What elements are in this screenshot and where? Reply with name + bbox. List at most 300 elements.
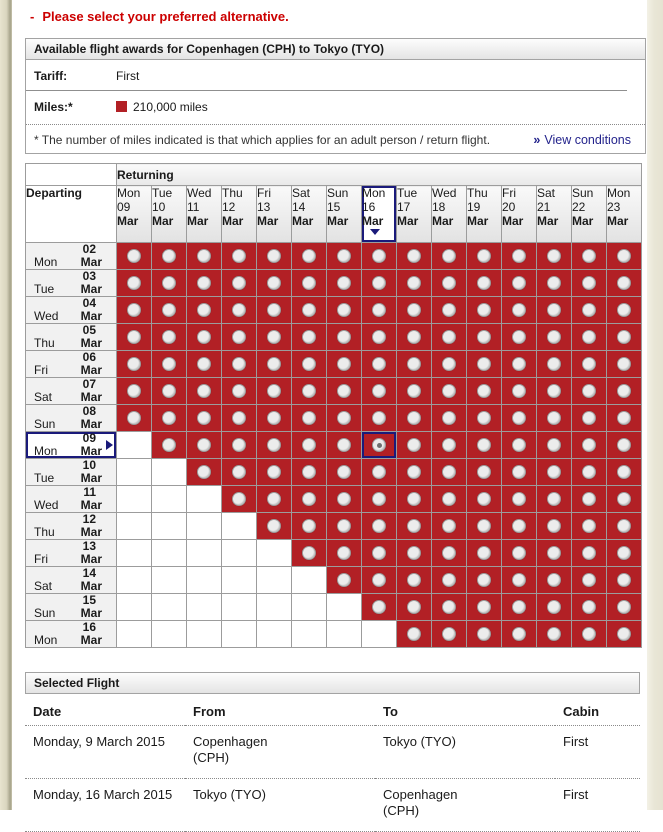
award-cell[interactable] (537, 243, 572, 270)
award-cell[interactable] (432, 324, 467, 351)
award-cell[interactable] (222, 297, 257, 324)
radio-icon[interactable] (582, 357, 596, 371)
radio-icon[interactable] (267, 357, 281, 371)
radio-icon[interactable] (477, 465, 491, 479)
radio-icon[interactable] (162, 330, 176, 344)
award-cell[interactable] (467, 405, 502, 432)
award-cell[interactable] (257, 351, 292, 378)
radio-icon[interactable] (407, 357, 421, 371)
award-cell[interactable] (607, 378, 642, 405)
award-cell[interactable] (327, 513, 362, 540)
award-cell[interactable] (572, 459, 607, 486)
award-cell[interactable] (502, 378, 537, 405)
radio-icon[interactable] (477, 384, 491, 398)
radio-icon[interactable] (372, 384, 386, 398)
award-cell[interactable] (432, 486, 467, 513)
award-cell[interactable] (397, 405, 432, 432)
award-cell[interactable] (502, 270, 537, 297)
radio-icon[interactable] (582, 438, 596, 452)
award-cell[interactable] (187, 378, 222, 405)
award-cell[interactable] (467, 324, 502, 351)
award-cell[interactable] (222, 324, 257, 351)
award-cell[interactable] (222, 351, 257, 378)
award-cell[interactable] (327, 351, 362, 378)
award-cell[interactable] (537, 270, 572, 297)
award-cell[interactable] (572, 378, 607, 405)
radio-icon[interactable] (547, 357, 561, 371)
award-cell[interactable] (607, 540, 642, 567)
award-cell[interactable] (152, 324, 187, 351)
radio-icon[interactable] (162, 303, 176, 317)
radio-icon[interactable] (477, 357, 491, 371)
award-cell[interactable] (397, 432, 432, 459)
radio-icon[interactable] (547, 384, 561, 398)
radio-icon[interactable] (127, 276, 141, 290)
radio-icon[interactable] (512, 627, 526, 641)
radio-icon[interactable] (617, 519, 631, 533)
award-cell[interactable] (432, 513, 467, 540)
award-cell[interactable] (537, 567, 572, 594)
award-cell[interactable] (152, 243, 187, 270)
award-cell[interactable] (257, 297, 292, 324)
radio-icon[interactable] (267, 303, 281, 317)
radio-icon[interactable] (582, 600, 596, 614)
radio-icon[interactable] (197, 465, 211, 479)
radio-icon[interactable] (582, 519, 596, 533)
award-cell[interactable] (397, 297, 432, 324)
radio-icon[interactable] (267, 249, 281, 263)
radio-icon[interactable] (232, 357, 246, 371)
radio-icon[interactable] (162, 276, 176, 290)
radio-icon[interactable] (267, 492, 281, 506)
award-cell[interactable] (432, 351, 467, 378)
radio-icon[interactable] (232, 303, 246, 317)
award-cell[interactable] (362, 459, 397, 486)
radio-icon[interactable] (477, 627, 491, 641)
award-cell[interactable] (327, 324, 362, 351)
award-cell[interactable] (432, 567, 467, 594)
radio-icon[interactable] (582, 627, 596, 641)
award-cell[interactable] (292, 324, 327, 351)
award-cell[interactable] (327, 432, 362, 459)
radio-icon[interactable] (477, 303, 491, 317)
radio-icon[interactable] (302, 438, 316, 452)
award-cell[interactable] (607, 297, 642, 324)
radio-icon[interactable] (582, 303, 596, 317)
award-cell[interactable] (292, 351, 327, 378)
award-cell[interactable] (292, 270, 327, 297)
award-cell[interactable] (467, 243, 502, 270)
radio-icon[interactable] (407, 384, 421, 398)
award-cell[interactable] (432, 459, 467, 486)
radio-icon[interactable] (337, 519, 351, 533)
award-cell[interactable] (187, 459, 222, 486)
radio-icon[interactable] (162, 357, 176, 371)
award-cell[interactable] (537, 513, 572, 540)
radio-icon[interactable] (197, 357, 211, 371)
radio-icon[interactable] (267, 465, 281, 479)
award-cell[interactable] (397, 324, 432, 351)
radio-icon[interactable] (162, 249, 176, 263)
award-cell[interactable] (572, 540, 607, 567)
award-cell[interactable] (327, 486, 362, 513)
award-cell[interactable] (607, 486, 642, 513)
award-cell[interactable] (467, 486, 502, 513)
radio-icon[interactable] (197, 438, 211, 452)
radio-icon[interactable] (162, 384, 176, 398)
radio-icon[interactable] (302, 519, 316, 533)
award-cell[interactable] (327, 540, 362, 567)
award-cell[interactable] (502, 243, 537, 270)
award-cell[interactable] (292, 459, 327, 486)
award-cell[interactable] (327, 405, 362, 432)
radio-icon[interactable] (442, 600, 456, 614)
radio-icon[interactable] (547, 519, 561, 533)
award-cell[interactable] (432, 270, 467, 297)
radio-icon[interactable] (442, 438, 456, 452)
radio-icon[interactable] (197, 330, 211, 344)
award-cell[interactable] (432, 405, 467, 432)
radio-selected-icon[interactable] (372, 438, 386, 452)
radio-icon[interactable] (197, 276, 211, 290)
award-cell[interactable] (537, 351, 572, 378)
radio-icon[interactable] (582, 573, 596, 587)
award-cell[interactable] (432, 621, 467, 648)
award-cell[interactable] (397, 486, 432, 513)
award-cell[interactable] (537, 378, 572, 405)
radio-icon[interactable] (232, 465, 246, 479)
award-cell[interactable] (187, 270, 222, 297)
award-cell[interactable] (362, 378, 397, 405)
award-cell[interactable] (537, 459, 572, 486)
award-cell[interactable] (607, 351, 642, 378)
radio-icon[interactable] (232, 330, 246, 344)
award-cell[interactable] (397, 459, 432, 486)
radio-icon[interactable] (162, 438, 176, 452)
radio-icon[interactable] (547, 249, 561, 263)
award-cell[interactable] (467, 297, 502, 324)
radio-icon[interactable] (372, 357, 386, 371)
radio-icon[interactable] (617, 627, 631, 641)
radio-icon[interactable] (372, 411, 386, 425)
award-cell[interactable] (572, 243, 607, 270)
radio-icon[interactable] (477, 546, 491, 560)
award-cell[interactable] (257, 432, 292, 459)
award-cell[interactable] (327, 567, 362, 594)
award-cell[interactable] (117, 405, 152, 432)
radio-icon[interactable] (372, 249, 386, 263)
award-cell[interactable] (537, 621, 572, 648)
award-cell[interactable] (187, 324, 222, 351)
award-cell[interactable] (397, 567, 432, 594)
award-cell[interactable] (362, 486, 397, 513)
award-cell[interactable] (607, 621, 642, 648)
radio-icon[interactable] (407, 546, 421, 560)
radio-icon[interactable] (442, 276, 456, 290)
radio-icon[interactable] (407, 438, 421, 452)
radio-icon[interactable] (512, 411, 526, 425)
radio-icon[interactable] (337, 330, 351, 344)
radio-icon[interactable] (407, 276, 421, 290)
award-cell[interactable] (362, 297, 397, 324)
radio-icon[interactable] (477, 438, 491, 452)
award-cell[interactable] (117, 378, 152, 405)
radio-icon[interactable] (582, 330, 596, 344)
radio-icon[interactable] (512, 384, 526, 398)
radio-icon[interactable] (547, 465, 561, 479)
award-cell[interactable] (222, 270, 257, 297)
radio-icon[interactable] (372, 600, 386, 614)
award-cell[interactable] (572, 513, 607, 540)
radio-icon[interactable] (442, 573, 456, 587)
award-cell[interactable] (572, 405, 607, 432)
award-cell[interactable] (292, 540, 327, 567)
award-cell[interactable] (222, 486, 257, 513)
radio-icon[interactable] (197, 411, 211, 425)
radio-icon[interactable] (232, 276, 246, 290)
radio-icon[interactable] (512, 330, 526, 344)
award-cell[interactable] (152, 405, 187, 432)
radio-icon[interactable] (547, 438, 561, 452)
radio-icon[interactable] (442, 627, 456, 641)
award-cell[interactable] (607, 594, 642, 621)
radio-icon[interactable] (442, 357, 456, 371)
award-cell[interactable] (502, 567, 537, 594)
award-cell[interactable] (292, 486, 327, 513)
radio-icon[interactable] (617, 303, 631, 317)
award-cell[interactable] (222, 405, 257, 432)
radio-icon[interactable] (407, 519, 421, 533)
award-cell[interactable] (572, 486, 607, 513)
award-cell[interactable] (397, 621, 432, 648)
radio-icon[interactable] (582, 465, 596, 479)
radio-icon[interactable] (442, 465, 456, 479)
view-conditions-link[interactable]: » View conditions (533, 133, 631, 147)
radio-icon[interactable] (372, 330, 386, 344)
radio-icon[interactable] (617, 249, 631, 263)
award-cell[interactable] (572, 594, 607, 621)
award-cell[interactable] (362, 351, 397, 378)
award-cell[interactable] (362, 324, 397, 351)
award-cell[interactable] (467, 432, 502, 459)
award-cell[interactable] (362, 270, 397, 297)
radio-icon[interactable] (407, 249, 421, 263)
radio-icon[interactable] (127, 330, 141, 344)
award-cell[interactable] (502, 297, 537, 324)
award-cell[interactable] (397, 351, 432, 378)
award-cell[interactable] (222, 378, 257, 405)
award-cell[interactable] (257, 270, 292, 297)
radio-icon[interactable] (582, 492, 596, 506)
radio-icon[interactable] (407, 492, 421, 506)
radio-icon[interactable] (302, 546, 316, 560)
award-cell[interactable] (537, 324, 572, 351)
radio-icon[interactable] (582, 411, 596, 425)
radio-icon[interactable] (512, 357, 526, 371)
radio-icon[interactable] (337, 438, 351, 452)
radio-icon[interactable] (337, 303, 351, 317)
award-cell[interactable] (502, 513, 537, 540)
award-cell[interactable] (152, 351, 187, 378)
radio-icon[interactable] (512, 573, 526, 587)
radio-icon[interactable] (617, 411, 631, 425)
radio-icon[interactable] (407, 573, 421, 587)
award-cell[interactable] (327, 243, 362, 270)
radio-icon[interactable] (197, 303, 211, 317)
radio-icon[interactable] (337, 465, 351, 479)
award-cell[interactable] (502, 405, 537, 432)
award-cell[interactable] (537, 594, 572, 621)
radio-icon[interactable] (442, 519, 456, 533)
award-cell[interactable] (572, 567, 607, 594)
radio-icon[interactable] (407, 627, 421, 641)
award-cell[interactable] (432, 594, 467, 621)
award-cell[interactable] (327, 459, 362, 486)
award-cell[interactable] (607, 324, 642, 351)
radio-icon[interactable] (197, 249, 211, 263)
radio-icon[interactable] (512, 303, 526, 317)
award-cell[interactable] (502, 486, 537, 513)
award-cell[interactable] (362, 405, 397, 432)
radio-icon[interactable] (582, 249, 596, 263)
radio-icon[interactable] (232, 249, 246, 263)
award-cell[interactable] (362, 540, 397, 567)
award-cell[interactable] (362, 243, 397, 270)
radio-icon[interactable] (372, 303, 386, 317)
radio-icon[interactable] (617, 276, 631, 290)
radio-icon[interactable] (127, 411, 141, 425)
award-cell[interactable] (117, 297, 152, 324)
award-cell[interactable] (502, 621, 537, 648)
radio-icon[interactable] (232, 492, 246, 506)
award-cell[interactable] (257, 324, 292, 351)
award-cell[interactable] (257, 405, 292, 432)
radio-icon[interactable] (127, 384, 141, 398)
radio-icon[interactable] (442, 249, 456, 263)
award-cell[interactable] (502, 459, 537, 486)
radio-icon[interactable] (267, 411, 281, 425)
award-cell-selected[interactable] (362, 432, 397, 459)
radio-icon[interactable] (477, 519, 491, 533)
award-cell[interactable] (397, 513, 432, 540)
radio-icon[interactable] (617, 492, 631, 506)
radio-icon[interactable] (372, 465, 386, 479)
radio-icon[interactable] (407, 600, 421, 614)
award-cell[interactable] (327, 378, 362, 405)
radio-icon[interactable] (477, 330, 491, 344)
radio-icon[interactable] (617, 546, 631, 560)
award-cell[interactable] (502, 432, 537, 459)
radio-icon[interactable] (617, 357, 631, 371)
radio-icon[interactable] (302, 384, 316, 398)
award-cell[interactable] (117, 270, 152, 297)
award-cell[interactable] (572, 297, 607, 324)
radio-icon[interactable] (337, 384, 351, 398)
award-cell[interactable] (187, 405, 222, 432)
radio-icon[interactable] (372, 519, 386, 533)
radio-icon[interactable] (442, 330, 456, 344)
award-cell[interactable] (467, 513, 502, 540)
award-cell[interactable] (432, 297, 467, 324)
award-cell[interactable] (607, 513, 642, 540)
radio-icon[interactable] (582, 384, 596, 398)
radio-icon[interactable] (512, 519, 526, 533)
radio-icon[interactable] (512, 546, 526, 560)
radio-icon[interactable] (547, 276, 561, 290)
radio-icon[interactable] (442, 384, 456, 398)
radio-icon[interactable] (582, 276, 596, 290)
award-cell[interactable] (257, 486, 292, 513)
radio-icon[interactable] (407, 303, 421, 317)
award-cell[interactable] (257, 243, 292, 270)
radio-icon[interactable] (162, 411, 176, 425)
award-cell[interactable] (607, 459, 642, 486)
radio-icon[interactable] (477, 411, 491, 425)
award-cell[interactable] (467, 378, 502, 405)
radio-icon[interactable] (337, 492, 351, 506)
award-cell[interactable] (572, 432, 607, 459)
award-cell[interactable] (572, 351, 607, 378)
award-cell[interactable] (467, 540, 502, 567)
award-cell[interactable] (572, 621, 607, 648)
radio-icon[interactable] (302, 411, 316, 425)
award-cell[interactable] (397, 378, 432, 405)
award-cell[interactable] (537, 432, 572, 459)
radio-icon[interactable] (302, 303, 316, 317)
award-cell[interactable] (292, 243, 327, 270)
award-cell[interactable] (432, 540, 467, 567)
award-cell[interactable] (502, 324, 537, 351)
award-cell[interactable] (397, 594, 432, 621)
radio-icon[interactable] (617, 330, 631, 344)
award-cell[interactable] (187, 297, 222, 324)
award-cell[interactable] (467, 270, 502, 297)
award-cell[interactable] (362, 567, 397, 594)
award-cell[interactable] (117, 351, 152, 378)
award-cell[interactable] (432, 243, 467, 270)
radio-icon[interactable] (547, 546, 561, 560)
radio-icon[interactable] (477, 249, 491, 263)
radio-icon[interactable] (372, 276, 386, 290)
radio-icon[interactable] (267, 438, 281, 452)
award-cell[interactable] (537, 297, 572, 324)
award-cell[interactable] (222, 432, 257, 459)
award-cell[interactable] (152, 297, 187, 324)
award-cell[interactable] (327, 270, 362, 297)
award-cell[interactable] (362, 594, 397, 621)
radio-icon[interactable] (442, 303, 456, 317)
award-cell[interactable] (607, 405, 642, 432)
radio-icon[interactable] (617, 384, 631, 398)
radio-icon[interactable] (617, 600, 631, 614)
award-cell[interactable] (397, 243, 432, 270)
radio-icon[interactable] (267, 276, 281, 290)
radio-icon[interactable] (547, 627, 561, 641)
radio-icon[interactable] (232, 384, 246, 398)
radio-icon[interactable] (477, 276, 491, 290)
award-cell[interactable] (572, 324, 607, 351)
award-cell[interactable] (607, 432, 642, 459)
radio-icon[interactable] (337, 357, 351, 371)
radio-icon[interactable] (267, 384, 281, 398)
award-cell[interactable] (257, 513, 292, 540)
radio-icon[interactable] (477, 492, 491, 506)
radio-icon[interactable] (512, 492, 526, 506)
award-cell[interactable] (292, 513, 327, 540)
radio-icon[interactable] (337, 573, 351, 587)
award-cell[interactable] (397, 270, 432, 297)
award-cell[interactable] (502, 594, 537, 621)
